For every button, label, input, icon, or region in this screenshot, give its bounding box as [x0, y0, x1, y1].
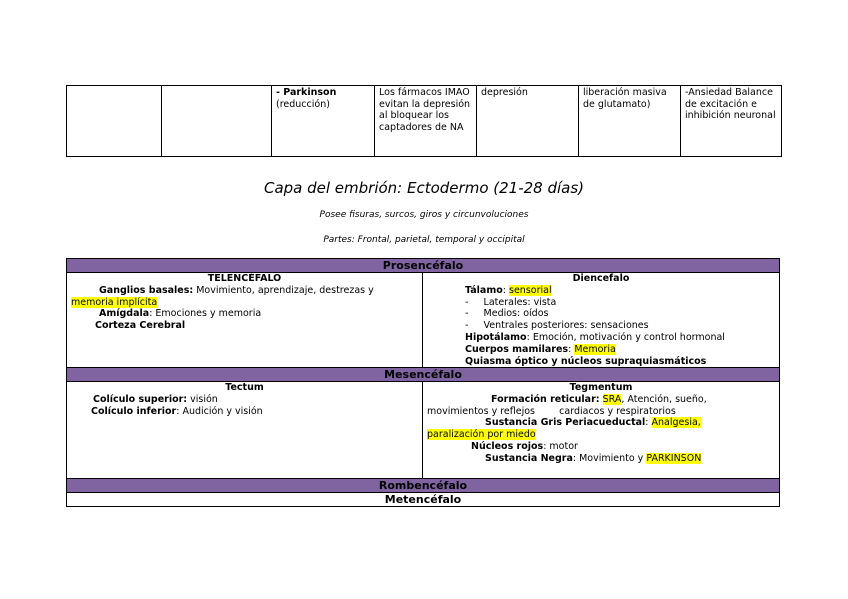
table-row: [67, 86, 782, 157]
subtitle-partes: Partes: Frontal, parietal, temporal y occipital: [323, 235, 525, 245]
term: Sustancia Gris Periacueductal: [485, 417, 646, 429]
cuerpos-line: [427, 344, 775, 356]
coliculo-inferior-line: [71, 406, 418, 418]
ganglios-line: [71, 285, 418, 297]
amigdala-line: [71, 308, 418, 320]
rojos-line: [427, 441, 775, 453]
term: Amígdala: [99, 308, 150, 320]
term: Colículo superior:: [93, 393, 188, 405]
desc: : Movimiento y: [572, 452, 647, 464]
term: Colículo inferior: [91, 405, 177, 417]
diencefalo-cell: [423, 273, 779, 367]
table-cell: [375, 86, 477, 157]
desc: : Audición y visión: [176, 405, 263, 417]
table-cell: [681, 86, 782, 157]
metencefalo-heading: Metencéfalo: [384, 493, 462, 506]
table-row: [67, 273, 779, 368]
term: Tálamo: [465, 284, 503, 296]
band-prosencefalo: Prosencéfalo: [67, 259, 779, 273]
term: Quiasma óptico y núcleos supraquiasmáticos: [465, 355, 707, 367]
desc: , Atención, sueño,: [621, 393, 707, 405]
term: Formación reticular:: [491, 393, 600, 405]
sep: :: [568, 343, 575, 355]
list-item: - Ventrales posteriores: sensaciones: [465, 320, 649, 332]
highlight: sensorial: [509, 284, 552, 296]
cell-text: depresión: [481, 87, 528, 98]
term: Núcleos rojos: [471, 440, 544, 452]
cell-heading: TELENCÉFALO: [207, 273, 282, 284]
list-item: - Medios: oídos: [465, 308, 549, 320]
brain-regions-table: [66, 258, 780, 507]
highlight: SRA: [602, 393, 622, 405]
cell-text: liberación masiva de glutamato): [583, 87, 667, 110]
formacion-line: [427, 394, 775, 406]
term: Corteza Cerebral: [95, 320, 186, 332]
talamo-line: [427, 285, 775, 297]
desc: visión: [187, 393, 218, 405]
term: Cuerpos mamilares: [465, 343, 569, 355]
cell-heading: Tectum: [225, 382, 264, 393]
highlight: PARKINSON: [646, 452, 702, 464]
cell-text: (reducción): [276, 98, 330, 110]
hipotalamo-line: [427, 332, 775, 344]
table-cell: [162, 86, 272, 157]
desc: : Emoción, motivación y control hormonal: [526, 331, 725, 343]
gris-line: [427, 417, 775, 429]
corteza-line: [71, 320, 418, 332]
cell-bold: - Parkinson: [276, 87, 337, 98]
ganglios-line-2: [71, 297, 418, 309]
table-cell: [67, 86, 162, 157]
gris-line-2: [427, 429, 775, 441]
list-item: - Laterales: vista: [465, 296, 557, 308]
highlight: Analgesia,: [651, 417, 701, 429]
tectum-cell: [67, 382, 423, 478]
subtitle-fisuras: Posee fisuras, surcos, giros y circunvoluciones: [319, 210, 529, 220]
cell-text: Los fármacos IMAO evitan la depresión al bloquear los captadores de NA: [379, 87, 471, 133]
cell-text: -Ansiedad Balance de excitación e inhibición neuronal: [685, 87, 776, 121]
quiasma-line: [427, 356, 775, 368]
table-row: [67, 382, 779, 479]
band-rombencefalo: Rombencéfalo: [67, 479, 779, 493]
table-cell: [272, 86, 375, 157]
tegmentum-cell: [423, 382, 779, 478]
highlight: Memoria: [574, 343, 616, 355]
formacion-line-2: movimientos y reflejos cardiacos y respiratorios: [427, 405, 676, 417]
desc: : Emociones y memoria: [149, 308, 262, 320]
desc: : motor: [543, 440, 578, 452]
table-cell: [579, 86, 681, 157]
cell-heading: Tegmentum: [569, 382, 633, 393]
previous-table: [66, 85, 782, 157]
term: Ganglios basales:: [99, 284, 194, 296]
negra-line: [427, 453, 775, 465]
table-cell: [477, 86, 579, 157]
sep: :: [645, 417, 652, 429]
term: Hipotálamo: [465, 331, 527, 343]
band-mesencefalo: Mesencéfalo: [67, 368, 779, 382]
term: Sustancia Negra: [485, 452, 573, 464]
cell-heading: Diencefalo: [572, 273, 630, 284]
highlight: paralización por miedo: [427, 429, 536, 441]
desc: Movimiento, aprendizaje, destrezas y: [193, 284, 374, 296]
sep: :: [502, 284, 509, 296]
highlight: memoria implícita: [71, 296, 158, 308]
section-title: Capa del embrión: Ectodermo (21-28 días): [263, 179, 585, 197]
coliculo-superior-line: [71, 394, 418, 406]
telencefalo-cell: [67, 273, 423, 367]
